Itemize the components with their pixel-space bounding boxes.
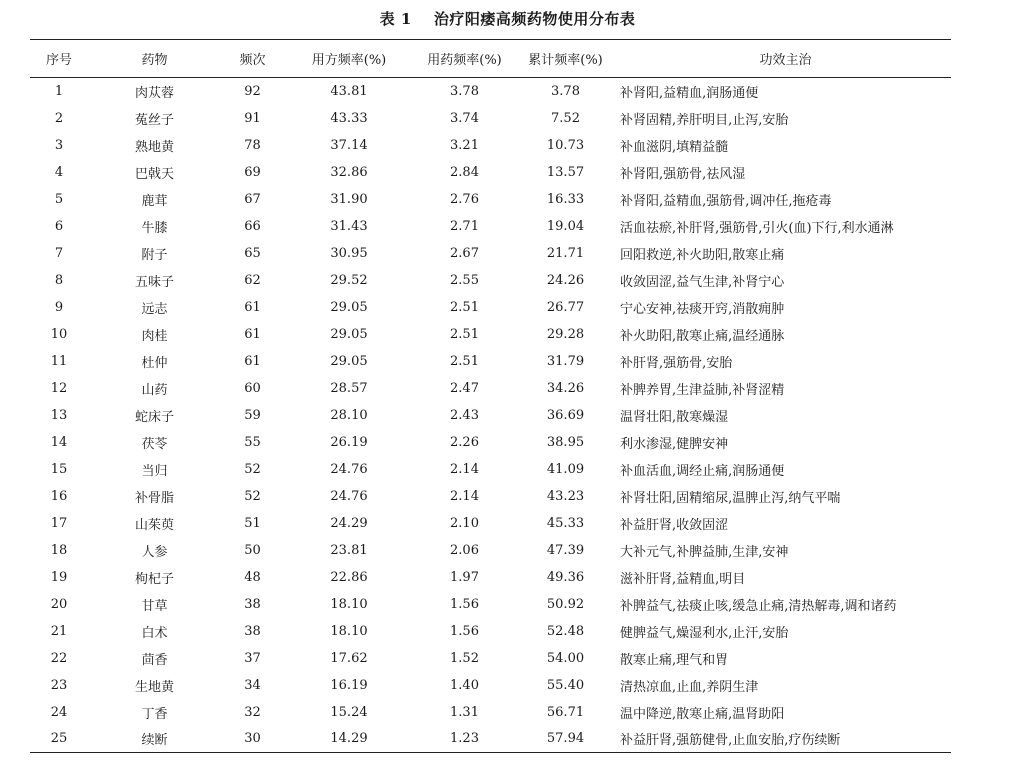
cell-drug-freq: 2.51 — [450, 299, 479, 315]
cell-index: 11 — [50, 353, 68, 369]
cell-count: 52 — [244, 461, 261, 477]
cell-herb: 鹿茸 — [141, 193, 168, 209]
cell-cumulative-freq: 16.33 — [546, 191, 585, 207]
cell-count: 32 — [244, 704, 261, 720]
cell-drug-freq: 2.43 — [450, 407, 479, 423]
table-row — [30, 348, 951, 375]
cell-index: 14 — [50, 434, 68, 450]
cell-herb: 蛇床子 — [134, 409, 174, 425]
cell-herb: 补骨脂 — [134, 490, 174, 506]
cell-herb: 菟丝子 — [134, 112, 174, 128]
cell-herb: 茯苓 — [141, 436, 168, 452]
cell-count: 61 — [244, 353, 261, 369]
cell-drug-freq: 2.14 — [450, 461, 479, 477]
cell-count: 50 — [244, 542, 261, 558]
cell-index: 1 — [54, 83, 64, 99]
cell-prescription-freq: 37.14 — [330, 137, 368, 153]
cell-herb: 续断 — [88, 726, 221, 753]
cell-efficacy: 补脾养胃,生津益肺,补肾涩精 — [620, 382, 785, 398]
cell-cumulative-freq: 19.04 — [546, 218, 585, 234]
cell-herb: 巴戟天 — [134, 166, 174, 182]
cell-herb: 甘草 — [141, 598, 168, 614]
cell-index: 19 — [50, 569, 68, 585]
cell-efficacy: 补血活血,调经止痛,润肠通便 — [620, 463, 785, 479]
cell-prescription-freq: 28.10 — [330, 407, 368, 423]
table-row — [30, 456, 951, 483]
table-row — [30, 78, 951, 105]
cell-prescription-freq: 31.90 — [330, 191, 368, 207]
cell-efficacy: 补肾阳,益精血,润肠通便 — [620, 85, 759, 101]
table-row — [30, 645, 951, 672]
cell-prescription-freq: 31.43 — [330, 218, 368, 234]
cell-herb: 熟地黄 — [134, 139, 174, 155]
cell-count: 38 — [244, 623, 261, 639]
cell-count: 69 — [244, 164, 261, 180]
cell-efficacy: 温中降逆,散寒止痛,温肾助阳 — [620, 706, 785, 722]
cell-efficacy: 活血祛瘀,补肝肾,强筋骨,引火(血)下行,利水通淋 — [620, 220, 894, 236]
cell-efficacy: 滋补肝肾,益精血,明目 — [620, 571, 746, 587]
cell-index: 3 — [54, 137, 64, 153]
cell-herb: 人参 — [141, 544, 168, 560]
cell-prescription-freq: 24.29 — [330, 515, 368, 531]
cell-prescription-freq: 29.05 — [330, 299, 368, 315]
cell-prescription-freq: 28.57 — [330, 380, 368, 396]
cell-drug-freq: 1.56 — [450, 623, 479, 639]
cell-herb: 杜仲 — [141, 355, 168, 371]
cell-cumulative-freq: 3.78 — [551, 83, 580, 99]
table-row — [30, 483, 951, 510]
table-row — [30, 240, 951, 267]
cell-efficacy: 补肾阳,强筋骨,祛风湿 — [620, 166, 746, 182]
table-row — [30, 159, 951, 186]
cell-herb: 山茱萸 — [134, 517, 174, 533]
cell-cumulative-freq: 56.71 — [546, 704, 585, 720]
cell-cumulative-freq: 45.33 — [546, 515, 585, 531]
cell-cumulative-freq: 50.92 — [546, 596, 585, 612]
cell-cumulative-freq: 29.28 — [546, 326, 585, 342]
table-row — [30, 564, 951, 591]
cell-count: 51 — [244, 515, 261, 531]
cell-count: 91 — [244, 110, 261, 126]
cell-cumulative-freq: 7.52 — [551, 110, 580, 126]
cell-drug-freq: 2.47 — [450, 380, 479, 396]
cell-cumulative-freq: 52.48 — [546, 623, 585, 639]
cell-cumulative-freq: 41.09 — [546, 461, 585, 477]
cell-prescription-freq: 18.10 — [330, 623, 368, 639]
cell-efficacy: 散寒止痛,理气和胃 — [620, 652, 729, 668]
cell-drug-freq: 1.56 — [450, 596, 479, 612]
cell-prescription-freq: 17.62 — [330, 650, 368, 666]
cell-efficacy: 补火助阳,散寒止痛,温经通脉 — [620, 328, 785, 344]
header-index: 序号 — [30, 40, 88, 78]
cell-index: 8 — [54, 272, 64, 288]
cell-herb: 附子 — [141, 247, 168, 263]
cell-cumulative-freq: 31.79 — [546, 353, 585, 369]
cell-cumulative-freq: 24.26 — [546, 272, 585, 288]
cell-efficacy: 宁心安神,祛痰开窍,消散痈肿 — [620, 301, 785, 317]
cell-prescription-freq: 43.81 — [330, 83, 368, 99]
cell-index: 6 — [54, 218, 64, 234]
table-number: 表 1 — [379, 10, 412, 28]
cell-prescription-freq: 15.24 — [330, 704, 368, 720]
cell-index: 13 — [50, 407, 68, 423]
cell-index: 16 — [50, 488, 68, 504]
cell-prescription-freq: 23.81 — [330, 542, 368, 558]
table-row — [30, 672, 951, 699]
cell-index: 4 — [54, 164, 64, 180]
cell-index: 15 — [50, 461, 68, 477]
cell-index: 23 — [50, 677, 68, 693]
table-row — [30, 726, 951, 753]
cell-drug-freq: 1.97 — [450, 569, 479, 585]
cell-drug-freq: 2.55 — [450, 272, 479, 288]
cell-count: 34 — [244, 677, 261, 693]
cell-count: 48 — [244, 569, 261, 585]
table-row — [30, 267, 951, 294]
cell-count: 60 — [244, 380, 261, 396]
cell-index: 5 — [54, 191, 64, 207]
header-herb: 药物 — [88, 40, 221, 78]
cell-drug-freq: 3.78 — [450, 83, 479, 99]
cell-count: 52 — [244, 488, 261, 504]
header-cumulative-freq: 累计频率(%) — [515, 40, 616, 78]
cell-herb: 白术 — [141, 625, 168, 641]
cell-index: 7 — [54, 245, 64, 261]
table-row — [30, 186, 951, 213]
cell-prescription-freq: 30.95 — [330, 245, 368, 261]
cell-index: 17 — [50, 515, 68, 531]
table-row — [30, 618, 951, 645]
cell-count: 38 — [244, 596, 261, 612]
cell-index: 21 — [50, 623, 68, 639]
cell-prescription-freq: 22.86 — [330, 569, 368, 585]
cell-count: 55 — [244, 434, 261, 450]
cell-cumulative-freq: 34.26 — [546, 380, 585, 396]
cell-efficacy: 补肾固精,养肝明目,止泻,安胎 — [620, 112, 789, 128]
cell-count: 78 — [244, 137, 261, 153]
table-header-row — [30, 40, 951, 78]
cell-count: 37 — [244, 650, 261, 666]
header-count: 频次 — [221, 40, 284, 78]
cell-drug-freq: 2.14 — [450, 488, 479, 504]
cell-prescription-freq: 29.05 — [330, 326, 368, 342]
table-row — [30, 294, 951, 321]
cell-index: 18 — [50, 542, 68, 558]
cell-drug-freq: 2.84 — [450, 164, 479, 180]
cell-index: 12 — [50, 380, 68, 396]
cell-efficacy: 收敛固涩,益气生津,补肾宁心 — [620, 274, 785, 290]
cell-efficacy: 利水渗湿,健脾安神 — [620, 436, 729, 452]
table-row — [30, 132, 951, 159]
cell-cumulative-freq: 57.94 — [515, 726, 616, 753]
cell-index: 24 — [50, 704, 68, 720]
cell-cumulative-freq: 55.40 — [546, 677, 585, 693]
cell-cumulative-freq: 26.77 — [546, 299, 585, 315]
table-row — [30, 402, 951, 429]
cell-count: 92 — [244, 83, 261, 99]
table-body — [30, 78, 951, 753]
header-prescription-freq: 用方频率(%) — [284, 40, 414, 78]
table-row — [30, 321, 951, 348]
cell-herb: 生地黄 — [134, 679, 174, 695]
table-row — [30, 213, 951, 240]
cell-cumulative-freq: 21.71 — [546, 245, 585, 261]
cell-drug-freq: 2.51 — [450, 353, 479, 369]
cell-herb: 丁香 — [141, 706, 168, 722]
cell-index: 25 — [30, 726, 88, 753]
cell-herb: 肉苁蓉 — [134, 85, 174, 101]
header-efficacy: 功效主治 — [616, 40, 951, 78]
cell-efficacy: 补脾益气,祛痰止咳,缓急止痛,清热解毒,调和诸药 — [620, 598, 897, 614]
table-row — [30, 510, 951, 537]
cell-count: 66 — [244, 218, 261, 234]
cell-prescription-freq: 24.76 — [330, 488, 368, 504]
cell-count: 59 — [244, 407, 261, 423]
cell-herb: 牛膝 — [141, 220, 168, 236]
cell-drug-freq: 2.71 — [450, 218, 479, 234]
cell-drug-freq: 2.76 — [450, 191, 479, 207]
herb-frequency-table — [30, 39, 951, 753]
cell-efficacy: 大补元气,补脾益肺,生津,安神 — [620, 544, 789, 560]
cell-prescription-freq: 26.19 — [330, 434, 368, 450]
cell-efficacy: 健脾益气,燥湿利水,止汗,安胎 — [620, 625, 789, 641]
cell-herb: 肉桂 — [141, 328, 168, 344]
table-row — [30, 537, 951, 564]
cell-efficacy: 温肾壮阳,散寒燥湿 — [620, 409, 729, 425]
cell-efficacy: 补血滋阴,填精益髓 — [620, 139, 729, 155]
table-row — [30, 105, 951, 132]
table-row — [30, 591, 951, 618]
table-title: 治疗阳痿高频药物使用分布表 — [433, 10, 636, 28]
table-row — [30, 375, 951, 402]
cell-herb: 枸杞子 — [134, 571, 174, 587]
cell-cumulative-freq: 38.95 — [546, 434, 585, 450]
cell-efficacy: 补肾壮阳,固精缩尿,温脾止泻,纳气平喘 — [620, 490, 841, 506]
cell-index: 10 — [50, 326, 68, 342]
cell-cumulative-freq: 13.57 — [546, 164, 585, 180]
cell-count: 62 — [244, 272, 261, 288]
cell-herb: 当归 — [141, 463, 168, 479]
cell-drug-freq: 1.52 — [450, 650, 479, 666]
cell-cumulative-freq: 49.36 — [546, 569, 585, 585]
cell-drug-freq: 2.10 — [450, 515, 479, 531]
cell-drug-freq: 1.40 — [450, 677, 479, 693]
cell-cumulative-freq: 54.00 — [546, 650, 585, 666]
cell-prescription-freq: 24.76 — [330, 461, 368, 477]
cell-count: 30 — [221, 726, 284, 753]
cell-drug-freq: 1.31 — [450, 704, 479, 720]
cell-herb: 茴香 — [141, 652, 168, 668]
cell-prescription-freq: 32.86 — [330, 164, 368, 180]
cell-cumulative-freq: 47.39 — [546, 542, 585, 558]
cell-herb: 五味子 — [134, 274, 174, 290]
cell-efficacy: 补肾阳,益精血,强筋骨,调冲任,拖疮毒 — [620, 193, 832, 209]
cell-efficacy: 清热凉血,止血,养阴生津 — [620, 679, 759, 695]
cell-drug-freq: 2.06 — [450, 542, 479, 558]
cell-cumulative-freq: 10.73 — [546, 137, 585, 153]
cell-prescription-freq: 29.05 — [330, 353, 368, 369]
cell-index: 22 — [50, 650, 68, 666]
table-caption — [0, 8, 1015, 29]
cell-efficacy: 回阳救逆,补火助阳,散寒止痛 — [620, 247, 785, 263]
cell-cumulative-freq: 36.69 — [546, 407, 585, 423]
cell-prescription-freq: 29.52 — [330, 272, 368, 288]
cell-drug-freq: 2.51 — [450, 326, 479, 342]
cell-index: 9 — [54, 299, 64, 315]
cell-herb: 远志 — [141, 301, 168, 317]
cell-drug-freq: 3.21 — [450, 137, 479, 153]
cell-prescription-freq: 43.33 — [330, 110, 368, 126]
cell-efficacy: 补益肝肾,收敛固涩 — [620, 517, 729, 533]
cell-cumulative-freq: 43.23 — [546, 488, 585, 504]
cell-drug-freq: 3.74 — [450, 110, 479, 126]
cell-count: 61 — [244, 299, 261, 315]
cell-prescription-freq: 18.10 — [330, 596, 368, 612]
cell-index: 20 — [50, 596, 68, 612]
cell-drug-freq: 2.26 — [450, 434, 479, 450]
cell-drug-freq: 1.23 — [414, 726, 515, 753]
table-row — [30, 429, 951, 456]
cell-count: 61 — [244, 326, 261, 342]
table-row — [30, 699, 951, 726]
cell-count: 67 — [244, 191, 261, 207]
header-drug-freq: 用药频率(%) — [414, 40, 515, 78]
cell-prescription-freq: 16.19 — [330, 677, 368, 693]
cell-herb: 山药 — [141, 382, 168, 398]
cell-efficacy: 补益肝肾,强筋健骨,止血安胎,疗伤续断 — [616, 726, 951, 753]
cell-efficacy: 补肝肾,强筋骨,安胎 — [620, 355, 733, 371]
cell-prescription-freq: 14.29 — [284, 726, 414, 753]
cell-index: 2 — [54, 110, 64, 126]
cell-count: 65 — [244, 245, 261, 261]
cell-drug-freq: 2.67 — [450, 245, 479, 261]
